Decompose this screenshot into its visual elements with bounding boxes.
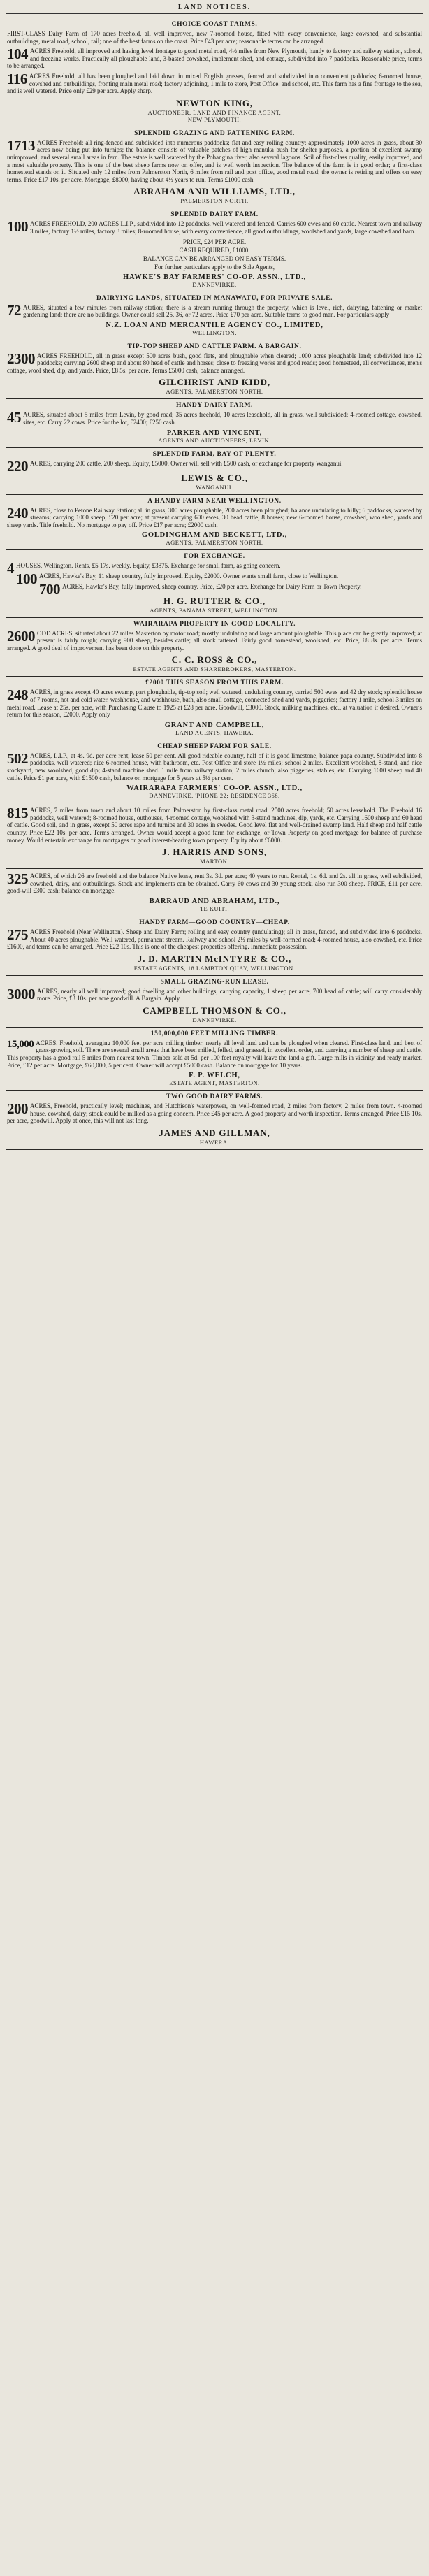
listing-text: ACRES, nearly all well improved; good dwelling and other buildings, carrying capacity, 1 sheep per acre, 700 head of cattle; will carry considerably more. Price, £3 10s. per acre goodwill. A Bargain. Apply	[37, 987, 422, 1002]
listing-text: ACRES, situated about 5 miles from Levin, by good road; 35 acres freehold, 10 acres leasehold, all in grass, well subdivided; 4-roomed cottage, cowshed, sites, etc. Carry 22 cows. Price for the lot, £2400; £250 cash.	[23, 411, 422, 426]
acreage-figure: 3000	[7, 985, 35, 1002]
advertisement-title: SPLENDID DAIRY FARM.	[170, 211, 259, 219]
agent-address: LAND AGENTS, HAWERA.	[175, 728, 254, 736]
listing-entry	[7, 1102, 422, 1125]
terms-line: For further particulars apply to the Sole Agents,	[154, 263, 275, 271]
advertisement	[6, 803, 423, 869]
advertisement-title: 150,000,000 FEET MILLING TIMBER.	[150, 1030, 279, 1037]
agent-name: GOLDINGHAM AND BECKETT, LTD.,	[141, 531, 288, 540]
listing-body	[7, 749, 422, 782]
acreage-figure: 815	[7, 805, 28, 822]
listing-entry	[7, 70, 422, 95]
listing-text: ACRES, Hawke's Bay, 11 sheep country, fully improved. Equity, £2000. Owner wants small farm, close to Wellington.	[39, 573, 339, 580]
advertisement-title: SPLENDID GRAZING AND FATTENING FARM.	[134, 129, 295, 137]
acreage-figure: 72	[7, 301, 21, 319]
acreage-figure: 4	[7, 560, 14, 577]
listing-entry	[7, 749, 422, 782]
listing-entry	[7, 928, 422, 951]
listing-entry	[7, 30, 422, 45]
advertisement	[6, 916, 423, 976]
agent-name: NEWTON KING,	[176, 97, 253, 108]
advertisement	[6, 1028, 423, 1091]
advertisement-title: TIP-TOP SHEEP AND CATTLE FARM. A BARGAIN.	[127, 343, 302, 350]
advertisement-title: HANDY DAIRY FARM.	[175, 402, 254, 410]
agent-name: F. P. WELCH,	[189, 1072, 240, 1080]
advertisement	[6, 740, 423, 803]
listing-entry	[7, 220, 422, 235]
listing-text: ACRES, in grass except 40 acres swamp, part ploughable, tip-top soil; well watered, undulating country, carried 500 ewes and 42 dry stock; splendid house of 7 rooms, hot and cold water, washhouse, and washhouse, bath, also small cottage, connected shed and yards, piggeries; factory 1 mile, school 3 miles on metal road. Lease at 25s. per acre, with Purchasing Clause to 1925 at £28 per acre. Goodwill, £3000. Stock, milking machines, etc., at valuation if desired. Owner's return for this season, £2000. Apply only	[7, 689, 422, 719]
agent-address: AGENTS AND AUCTIONEERS, LEVIN.	[158, 436, 271, 444]
acreage-figure: 220	[7, 457, 28, 475]
listing-body	[7, 627, 422, 652]
listing-text: ACRES, L.I.P., at 4s. 9d. per acre rent, lease 50 per cent. All good rideable country, half of it is good limestone, balance papa country. Subdivided into 8 paddocks, well watered; nice 6-roomed house, with bathroom, etc. Post Office and store 1½ miles; school 2 miles. Excellent woolshed, 8-stand, and nice stockyard, new woolshed, good dip; 4-stand machine shed. 1 mile from railway station; 2 miles church; also piggeries, stables, etc. Carrying 1600 sheep and 40 cattle. Price £1 per acre, with £1500 cash, balance on mortgage for 5 years at 5½ per cent.	[7, 751, 422, 782]
agent-address: NEW PLYMOUTH.	[187, 115, 242, 123]
agent-name: ABRAHAM AND WILLIAMS, LTD.,	[133, 186, 296, 197]
advertisement-title: A HANDY FARM NEAR WELLINGTON.	[147, 497, 282, 505]
acreage-figure: 325	[7, 870, 28, 888]
agent-name: CAMPBELL THOMSON & CO.,	[143, 1005, 286, 1016]
agent-address: AGENTS, PANAMA STREET, WELLINGTON.	[150, 606, 279, 614]
acreage-figure: 700	[39, 580, 60, 598]
listing-body	[7, 136, 422, 184]
listing-text: ACRES, of which 26 are freehold and the balance Native lease, rent 3s. 3d. per acre; 40 years to run. Rental, 1s. 6d. and 2s. all in grass, well subdivided, cowshed, dairy, and outbuildings. Stock and implements can be obtained. Carry 60 cows and 30 young stock, also run 300 sheep. PRICE, £11 per acre, good-will £300 cash; balance on mortgage.	[7, 872, 422, 895]
listing-body	[7, 807, 422, 844]
agent-name: H. G. RUTTER & CO.,	[163, 595, 266, 606]
listing-body	[7, 220, 422, 235]
section-masthead: LAND NOTICES.	[6, 3, 423, 14]
advertisement	[6, 448, 423, 495]
listing-body	[7, 928, 422, 951]
listing-body	[7, 686, 422, 719]
agent-name: C. C. ROSS & CO.,	[171, 654, 258, 665]
advertisement	[6, 399, 423, 447]
advertisement-title: SMALL GRAZING-RUN LEASE.	[160, 978, 269, 986]
acreage-figure: 2600	[7, 627, 35, 645]
listing-body	[7, 352, 422, 375]
agent-address: PALMERSTON NORTH.	[180, 197, 249, 205]
advertisement	[6, 18, 423, 127]
agent-name: GILCHRIST AND KIDD,	[159, 377, 270, 388]
listing-body	[7, 45, 422, 70]
acreage-figure: 1713	[7, 136, 35, 154]
listing-text: ACRES FREEHOLD, 200 ACRES L.I.P., subdivided into 12 paddocks, well watered and fenced. Carries 600 ewes and 60 cattle. Nearest town and railway 3 miles, factory 1½ miles, factory 3 miles; 8-roomed house, with every convenience, all good outbuildings, woolshed and yards, large cowshed and barn.	[30, 220, 422, 235]
agent-address: ESTATE AGENTS AND SHAREBROKERS, MASTERTON.	[133, 665, 296, 673]
listing-text: ACRES Freehold, all improved and having level frontage to good metal road, 4½ miles from New Plymouth, handy to factory and railway station, school, and freezing works. Practically all ploughable land, 3-basted cowshed, implement shed, and cottage, subdivided into 7 paddocks. Reasonable price, terms to be arranged.	[7, 48, 422, 70]
acreage-figure: 100	[7, 218, 28, 236]
agent-name: LEWIS & CO.,	[181, 472, 248, 483]
agent-name: J. D. MARTIN McINTYRE & CO.,	[137, 953, 292, 964]
listing-text: ODD ACRES, situated about 22 miles Masterton by motor road; mostly undulating and large amount ploughable. This place can be greatly improved; at present is fairly rough; carrying 900 sheep, besides cattle; all stock tattered. Fairly good homestead, woolshed, etc. Price, £8 8s. per acre. Terms arranged. A good deal of improvement has been done on this property.	[7, 629, 422, 652]
listing-entry	[7, 1039, 422, 1069]
listing-text: ACRES, 7 miles from town and about 10 miles from Palmerston by first-class metal road. 2500 acres freehold; 50 acres leasehold. The Freehold 16 paddocks, well watered; 8-roomed house, outhouses, 4-roomed cottage, woolshed with 3-stand machines, dip, yards, etc. Carrying 1600 sheep and 60 head of cattle. Good soil, and in grass, except 50 acres rape and turnips and 30 acres in swedes. Good level flat and well-drained swamp land. Half sheep and half cattle country. Price £22 10s. per acre. Terms arranged. Owner would accept a good farm for exchange, or Town Property on good mortgage for balance of purchase money. Would entertain exchange for mortgages or good interest-bearing town property. Equity about £6000.	[7, 807, 422, 844]
acreage-figure: 240	[7, 504, 28, 521]
advertisement	[6, 1091, 423, 1150]
acreage-figure: 2300	[7, 350, 35, 367]
advertisement	[6, 618, 423, 677]
acreage-figure: 104	[7, 45, 28, 63]
agent-name: N.Z. LOAN AND MERCANTILE AGENCY CO., LIMITED,	[106, 321, 323, 329]
listing-entry	[7, 627, 422, 652]
agent-address: ESTATE AGENT, MASTERTON.	[169, 1079, 260, 1087]
advertisement-title: CHOICE COAST FARMS.	[171, 21, 258, 28]
acreage-figure: 100	[16, 570, 37, 588]
agent-name: JAMES AND GILLMAN,	[159, 1128, 270, 1139]
listing-text: ACRES Freehold, all has been ploughed and laid down in mixed English grasses, fenced and subdivided into convenient paddocks; 6-roomed house, cowshed and outbuildings, fronting main metal road; factory adjoining, 1 mile to store, Post Office, and school, etc. This farm has a fine frontage to the sea, and is well watered. Price only £29 per acre. Apply sharp.	[7, 72, 422, 95]
listing-text: HOUSES, Wellington. Rents, £5 17s. weekly. Equity, £3875. Exchange for small farm, as going concern.	[16, 562, 281, 570]
agent-address: DANNEVIRKE. 'PHONE 22; RESIDENCE 368.	[149, 792, 280, 800]
advertisement	[6, 550, 423, 617]
advertisement	[6, 340, 423, 400]
agent-address: AGENTS, PALMERSTON NORTH.	[166, 539, 263, 547]
newspaper-page	[6, 3, 423, 2570]
advertisement	[6, 869, 423, 916]
agent-name: J. HARRIS AND SONS,	[162, 847, 267, 858]
listing-text: FIRST-CLASS Dairy Farm of 170 acres freehold, all well improved, new 7-roomed house, fitted with every convenience, large cowshed, and substantial outbuildings, metal road, school, rail; one of the best farms on the coast. Price £43 per acre; reasonable terms can be arranged.	[7, 30, 422, 45]
listing-entry	[7, 301, 422, 319]
listing-text: ACRES Freehold; all ring-fenced and subdivided into numerous paddocks; flat and easy rolling country; approximately 1000 acres in grass, about 30 acres now being put into turnips; the balance consists of valuable patches of high manuka bush for shelter purposes, a portion of excellent swamp unimproved, and several small areas in fern. The estate is well watered by the Pohangina river, also several lagoons. Soil of first-class quality, easily improved, and a most valuable property. This is one of the best sheep farms now on offer, and is well worth inspection. The balance of the farm is in good order; a first-class homestead stands on it. Situated only 12 miles from Palmerston North, 6 miles from rail and post office, good metal road; the owner is retiring and offers on easy terms. Price £17 10s. per acre. Mortgage, £8000, having about 4½ years to run. Terms £1000 cash.	[7, 138, 422, 183]
advertisement-title: SPLENDID FARM, BAY OF PLENTY.	[152, 450, 277, 458]
acreage-figure: 116	[7, 70, 27, 87]
advertisement-title: CHEAP SHEEP FARM FOR SALE.	[157, 742, 272, 750]
agent-address: MARTON.	[200, 858, 229, 865]
advertisement	[6, 677, 423, 740]
listing-entry	[7, 686, 422, 719]
listing-body	[7, 411, 422, 426]
agent-address: AUCTIONEER, LAND AND FINANCE AGENT,	[147, 108, 282, 116]
listing-entry	[7, 457, 422, 475]
agent-address: TE KUITI.	[199, 905, 230, 912]
agent-name: WAIRARAPA FARMERS' CO-OP. ASSN., LTD.,	[126, 784, 303, 793]
listing-text: ACRES Freehold (Near Wellington). Sheep and Dairy Farm; rolling and easy country (undulating); all in grass, fenced, and subdivided into 6 paddocks. About 40 acres ploughable. Well watered, permanent stream. Railway and school 2½ miles by well-formed road; 4-roomed house, also cowshed, etc. Price £1600, and terms can be arranged. Price £22 10s. This is one of the cheapest properties offering. Immediate possession.	[7, 928, 422, 951]
listing-body	[7, 301, 422, 319]
agent-address: AGENTS, PALMERSTON NORTH.	[166, 388, 263, 396]
advertisement	[6, 495, 423, 551]
agent-name: GRANT AND CAMPBELL,	[164, 721, 265, 729]
agent-name: PARKER AND VINCENT,	[166, 429, 263, 437]
acreage-figure: 248	[7, 686, 28, 704]
agent-name: BARRAUD AND ABRAHAM, LTD.,	[149, 897, 280, 905]
listing-text: ACRES FREEHOLD, all in grass except 500 acres bush, good flats, and ploughable when cleared; 1000 acres ploughable land; subdivided into 12 paddocks; carrying 2600 sheep and about 80 head of cattle and horses; close to freezing works and good roads; good homestead, all conveniences, men's cottage, wool shed, dip, and yards. Price, £8 5s. per acre. Terms £5000 cash, balance arranged.	[7, 352, 422, 374]
advertisement-title: TWO GOOD DAIRY FARMS.	[166, 1093, 263, 1101]
advertisement-title: WAIRARAPA PROPERTY IN GOOD LOCALITY.	[133, 620, 296, 628]
advertisement-title: HANDY FARM—GOOD COUNTRY—CHEAP.	[139, 919, 290, 926]
agent-address: DANNEVIRKE.	[192, 1016, 237, 1023]
listing-text: ACRES, Hawke's Bay, fully improved, sheep country. Price, £20 per acre. Exchange for Dairy Farm or Town Property.	[62, 582, 362, 590]
listing-text: ACRES, Freehold, averaging 10,000 feet per acre milling timber; nearly all level land and can be ploughed when cleared. First-class land, and best of grass-growing soil. There are several small areas that have been milled, felled, and grassed, in excellent order, and carrying a number of sheep and cattle. This property has a good rail 5 miles from nearest town. Timber sold at 5d. per 100 feet royalty will leave the land a gift. Large mills in vicinity and ready market. Price, £12 per acre. Mortgage, £60,000, 5 per cent. Owner will accept £5000 cash. Balance on mortgage for 10 years.	[7, 1039, 422, 1069]
agent-address: WANGANUI.	[196, 483, 233, 491]
advertisement	[6, 976, 423, 1028]
acreage-figure: 275	[7, 926, 28, 943]
advertisement-title: £2000 THIS SEASON FROM THIS FARM.	[145, 679, 284, 687]
listing-text: ACRES, close to Petone Railway Station; all in grass, 300 acres ploughable, 200 acres been ploughed; balance undulating to hilly; 6 paddocks, watered by streams; carrying 1000 sheep; £20 per acre; at present carrying 600 ewes, 30 head cattle, 8 horses; new 6-roomed house, cowshed, woolshed, yards and sheep yards. Title freehold. No mortgage to pay off. Price £17 per acre; £2000 cash.	[7, 506, 422, 528]
listing-text: ACRES, Freehold, practically level; machines, and Hutchison's waterpower, on well-formed road, 2 miles from factory, 2 miles from town. 4-roomed house, cowshed, dairy; stock could be milked as a going concern. Price £45 per acre. A good property and worth inspection. Terms arranged. Price £15 10s. per acre, goodwill. Apply at once, this will not last long.	[7, 1102, 422, 1125]
advertisement-title: FOR EXCHANGE.	[184, 553, 245, 561]
agent-address: ESTATE AGENTS, 18 LAMBTON QUAY, WELLINGTON.	[133, 964, 296, 972]
advertisement	[6, 292, 423, 340]
listing-text: ACRES, situated a few minutes from railway station; there is a stream running through the property, which is level, rich, dairying, fattening or market gardening land; there are no buildings. Owner could sell 25, 36, or 72 acres. Price £70 per acre. Suitable terms to good man. For particulars apply	[23, 303, 422, 319]
advertisement	[6, 208, 423, 292]
listing-entry	[7, 985, 422, 1002]
listing-body	[7, 1039, 422, 1069]
agent-address: WELLINGTON.	[192, 329, 237, 336]
listing-entry	[7, 352, 422, 375]
listing-entry	[7, 504, 422, 529]
agent-name: HAWKE'S BAY FARMERS' CO-OP. ASSN., LTD.,	[123, 273, 306, 281]
listing-body	[7, 1102, 422, 1125]
terms-line: BALANCE CAN BE ARRANGED ON EASY TERMS.	[143, 254, 286, 262]
listing-body	[7, 457, 422, 475]
listing-entry	[7, 807, 422, 844]
agent-address: HAWERA.	[199, 1139, 230, 1146]
listing-body	[7, 30, 422, 45]
listing-entry	[7, 411, 422, 426]
terms-line: PRICE, £24 PER ACRE.	[182, 238, 247, 245]
acreage-figure: 15,000	[7, 1038, 34, 1050]
listing-text: ACRES, carrying 200 cattle, 200 sheep. Equity, £5000. Owner will sell with £500 cash, or exchange for property Wanganui.	[30, 459, 343, 467]
listing-body	[7, 872, 422, 895]
listing-entry	[7, 872, 422, 895]
agent-address: DANNEVIRKE.	[192, 280, 237, 288]
advertisement	[6, 127, 423, 209]
listing-body	[7, 70, 422, 95]
acreage-figure: 200	[7, 1100, 28, 1118]
terms-line: CASH REQUIRED, £1000.	[179, 246, 250, 254]
classified-column	[6, 18, 423, 1150]
acreage-figure: 502	[7, 749, 28, 767]
listing-body	[7, 504, 422, 529]
listing-body	[7, 985, 422, 1002]
listing-entry	[7, 136, 422, 184]
listing-entry	[7, 45, 422, 70]
listing-body	[7, 580, 422, 598]
listing-entry	[7, 580, 422, 598]
acreage-figure: 45	[7, 409, 21, 426]
advertisement-title: DAIRYING LANDS, SITUATED IN MANAWATU, FOR PRIVATE SALE.	[96, 294, 333, 302]
